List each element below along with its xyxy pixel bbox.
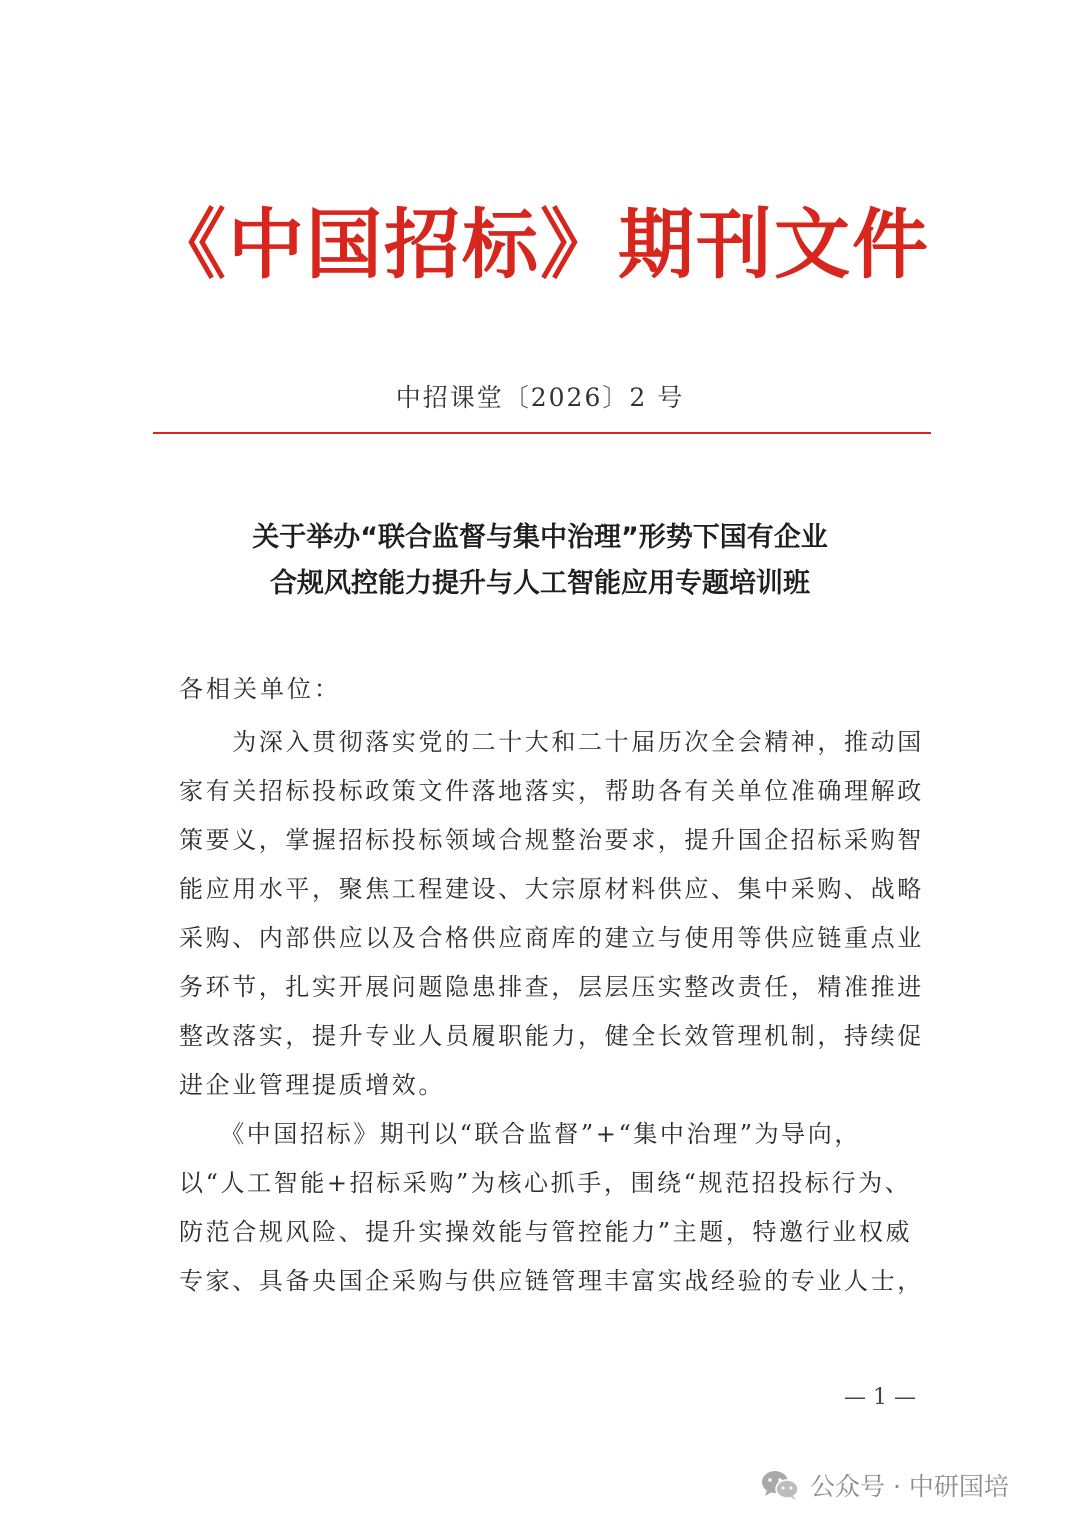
body-line: 进企业管理提质增效。: [179, 1071, 445, 1099]
salutation: 各相关单位：: [179, 675, 341, 703]
body-text: [179, 718, 924, 1306]
body-line: 策要义，掌握招标投标领域合规整治要求，提升国企招标采购智: [179, 826, 924, 854]
body-line: 专家、具备央国企采购与供应链管理丰富实战经验的专业人士，: [179, 1267, 924, 1295]
body-line: 务环节，扎实开展问题隐患排查，层层压实整改责任，精准推进: [179, 973, 924, 1001]
body-line: 采购、内部供应以及合格供应商库的建立与使用等供应链重点业: [179, 924, 924, 952]
page-number: — 1 —: [844, 1385, 916, 1410]
wechat-icon: [760, 1469, 800, 1501]
account-watermark: [760, 1460, 1009, 1510]
body-line: 防范合规风险、提升实操效能与管控能力”主题，特邀行业权威: [179, 1218, 913, 1246]
document-number: 中招课堂〔2026〕2 号: [395, 383, 685, 412]
body-line: 能应用水平，聚焦工程建设、大宗原材料供应、集中采购、战略: [179, 875, 924, 903]
masthead-title: 《中国招标》期刊文件: [150, 200, 930, 289]
red-divider: [153, 432, 931, 434]
body-line: 为深入贯彻落实党的二十大和二十届历次全会精神，推动国: [179, 728, 924, 756]
body-line: 家有关招标投标政策文件落地落实，帮助各有关单位准确理解政: [179, 777, 924, 805]
title-line: 合规风控能力提升与人工智能应用专题培训班: [270, 568, 810, 599]
watermark-text: 公众号 · 中研国培: [810, 1472, 1009, 1501]
document-title: [150, 515, 930, 607]
body-line: 《中国招标》期刊以“联合监督”+“集中治理”为导向，: [179, 1120, 861, 1148]
title-line: 关于举办“联合监督与集中治理”形势下国有企业: [252, 522, 828, 553]
body-line: 以“人工智能+招标采购”为核心抓手，围绕“规范招投标行为、: [179, 1169, 912, 1197]
body-line: 整改落实，提升专业人员履职能力，健全长效管理机制，持续促: [179, 1022, 924, 1050]
